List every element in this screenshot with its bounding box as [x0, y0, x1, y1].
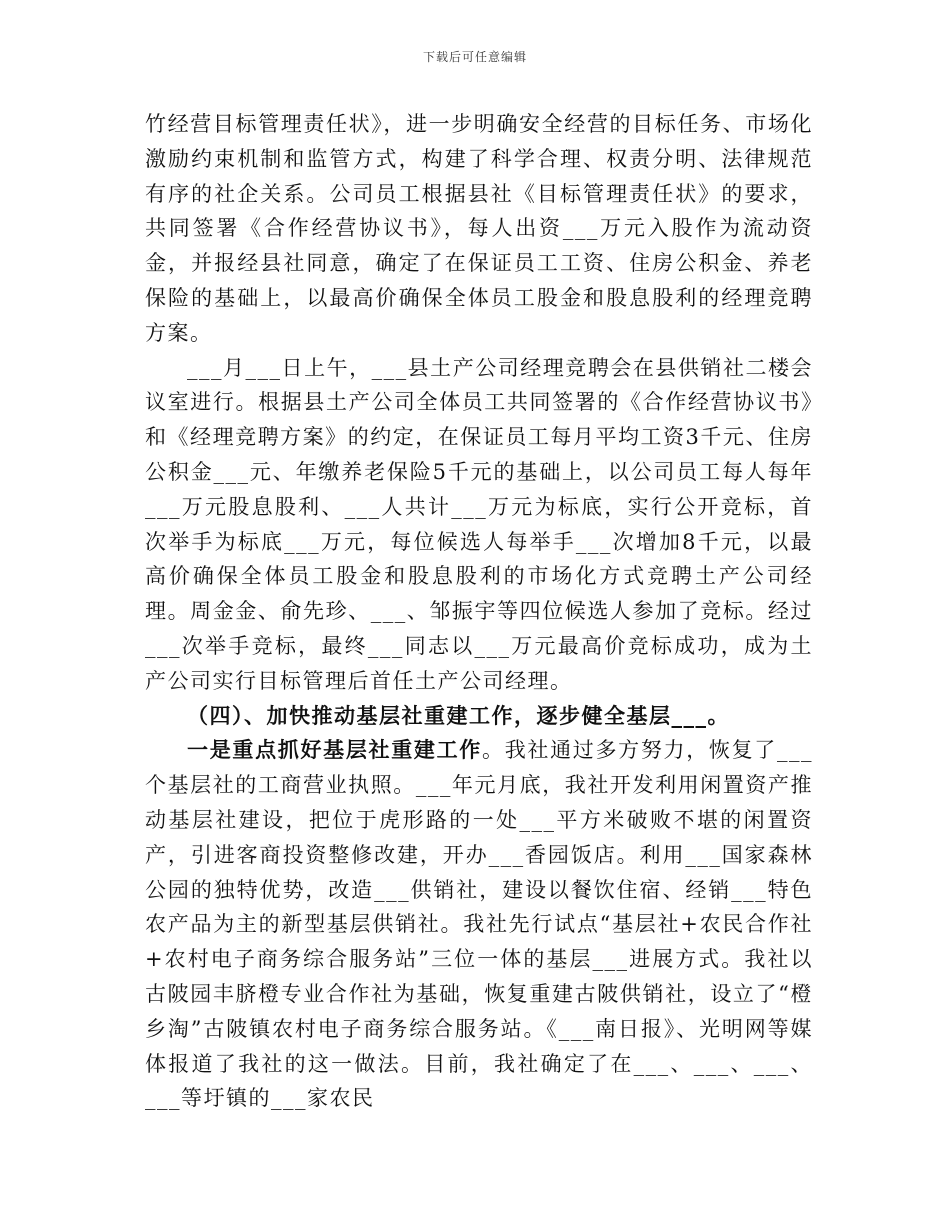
- page-header: 下载后可任意编辑: [422, 50, 527, 64]
- section-heading: （四）、加快推动基层社重建工作，逐步健全基层___。: [187, 702, 730, 728]
- paragraph-rest: 。我社通过多方努力，恢复了___个基层社的工商营业执照。___年元月底，我社开发利用闲置资产推动基层社建设，把位于虎形路的一处___平方米破败不堪的闲置资产，引进客商投资整修改建，开办___香园饭店。利用___国家森林公园的独特优势，改造___供销社，建设以餐饮住宿、经销___特色农产品为主的新型基层供销社。我社先行试点“基层社+农民合作社+农村电子商务综合服务站”三位一体的基层___进展方式。我社以古陂园丰脐橙专业合作社为基础，恢复重建古陂供销社，设立了“橙乡淘”古陂镇农村电子商务综合服务站。《___南日报》、光明网等媒体报道了我社的这一做法。目前，我社确定了在___、___、___、___等圩镇的___家农民: [145, 738, 813, 1111]
- paragraph-manager-bidding: ___月___日上午，___县土产公司经理竞聘会在县供销社二楼会议室进行。根据县土产公司全体员工共同签署的《合作经营协议书》和《经理竞聘方案》的约定，在保证员工每月平均工资3千元、住房公积金___元、年缴养老保险5千元的基础上，以公司员工每人每年___万元股息股利、___人共计___万元为标底，实行公开竞标，首次举手为标底___万元，每位候选人每举手___次增加8千元，以最高价确保全体员工股金和股息股利的市场化方式竞聘土产公司经理。周金金、俞先珍、___、邹振宇等四位候选人参加了竞标。经过___次举手竞标，最终___同志以___万元最高价竞标成功，成为土产公司实行目标管理后首任土产公司经理。: [145, 355, 813, 693]
- paragraph-grassroots-rebuild: [145, 733, 813, 1116]
- paragraph-responsibility: 竹经营目标管理责任状》，进一步明确安全经营的目标任务、市场化激励约束机制和监管方式，构建了科学合理、权责分明、法律规范有序的社企关系。公司员工根据县社《目标管理责任状》的要求，共同签署《合作经营协议书》，每人出资___万元入股作为流动资金，并报经县社同意，确定了在保证员工工资、住房公积金、养老保险的基础上，以最高价确保全体员工股金和股息股利的经理竞聘方案。: [145, 112, 813, 345]
- paragraph-lead-bold: 一是重点抓好基层社重建工作: [187, 737, 482, 763]
- document-body: [145, 107, 813, 1116]
